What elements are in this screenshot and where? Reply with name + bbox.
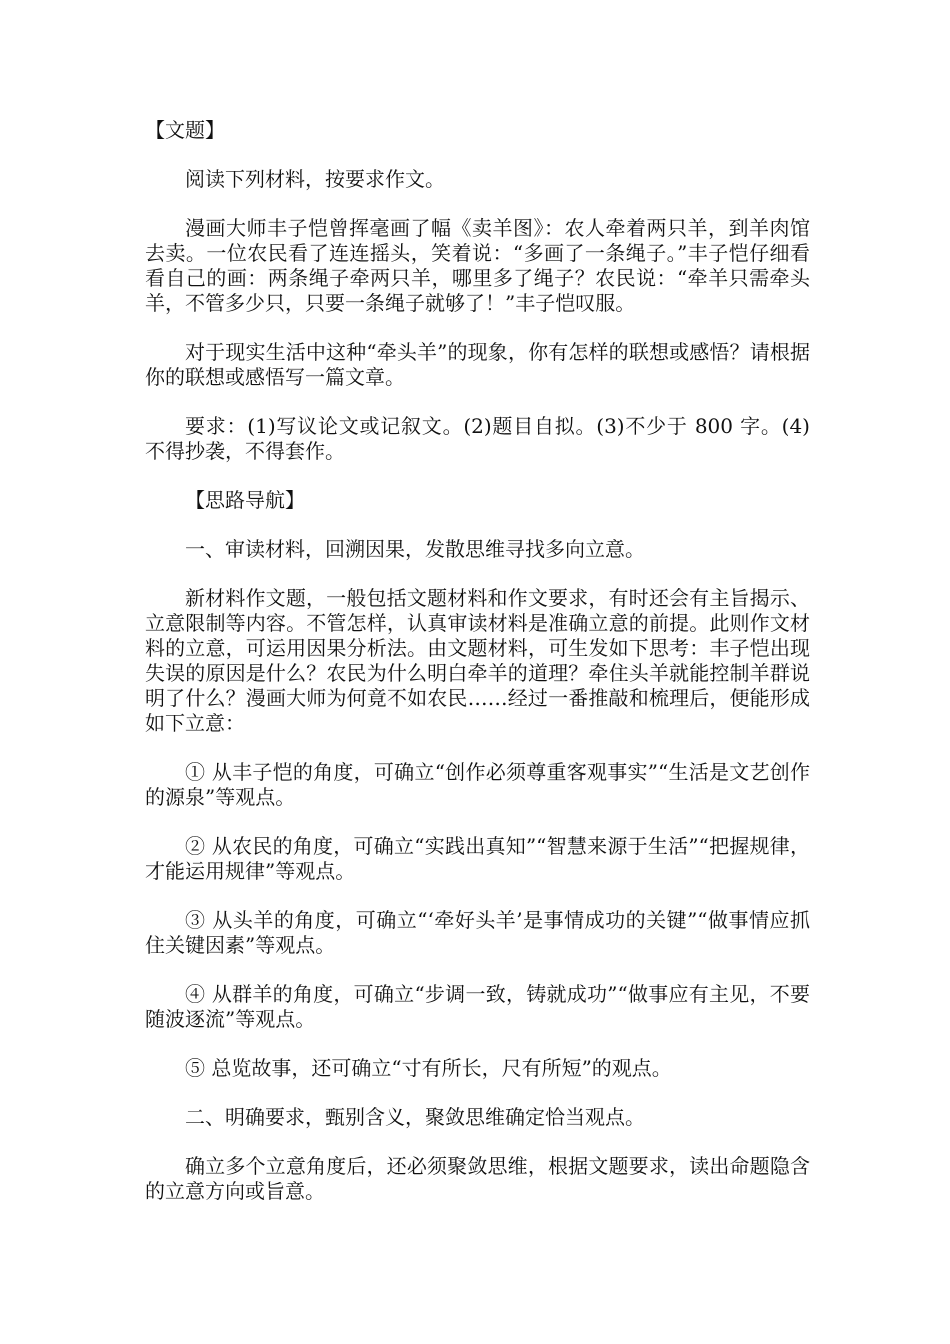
- point-item: ② 从农民的角度，可确立“实践出真知”“智慧来源于生活”“把握规律，才能运用规律”等观点。: [145, 834, 810, 883]
- step2-title: 二、明确要求，甄别含义，聚敛思维确定恰当观点。: [185, 1105, 645, 1129]
- material-paragraph: 漫画大师丰子恺曾挥毫画了幅《卖羊图》：农人牵着两只羊，到羊肉馆去卖。一位农民看了连连摇头，笑着说：“多画了一条绳子。”丰子恺仔细看看自己的画：两条绳子牵两只羊，哪里多了绳子？农民说：“牵羊只需牵头羊，不管多少只，只要一条绳子就够了！”丰子恺叹服。: [145, 216, 810, 315]
- step2-body: 确立多个立意角度后，还必须聚敛思维，根据文题要求，读出命题隐含的立意方向或旨意。: [145, 1154, 810, 1203]
- step1-body: 新材料作文题，一般包括文题材料和作文要求，有时还会有主旨揭示、立意限制等内容。不管怎样，认真审读材料是准确立意的前提。此则作文材料的立意，可运用因果分析法。由文题材料，可生发如下思考：丰子恺出现失误的原因是什么？农民为什么明白牵羊的道理？牵住头羊就能控制羊群说明了什么？漫画大师为何竟不如农民……经过一番推敲和梳理后，便能形成如下立意：: [145, 586, 810, 735]
- instruction-paragraph: 阅读下列材料，按要求作文。: [185, 167, 445, 191]
- question-paragraph: 对于现实生活中这种“牵头羊”的现象，你有怎样的联想或感悟？请根据你的联想或感悟写一篇文章。: [145, 340, 810, 389]
- document-page: [145, 118, 810, 1228]
- step1-title: 一、审读材料，回溯因果，发散思维寻找多向立意。: [185, 537, 645, 561]
- requirements-paragraph: 要求：(1)写议论文或记叙文。(2)题目自拟。(3)不少于 800 字。(4) 不得抄袭，不得套作。: [145, 414, 810, 463]
- section-title: 【文题】: [145, 118, 225, 142]
- guide-title: 【思路导航】: [185, 488, 305, 512]
- point-item: ① 从丰子恺的角度，可确立“创作必须尊重客观事实”“生活是文艺创作的源泉”等观点。: [145, 760, 810, 809]
- point-item: ④ 从群羊的角度，可确立“步调一致，铸就成功”“做事应有主见，不要随波逐流”等观点。: [145, 982, 810, 1031]
- point-item: ③ 从头羊的角度，可确立“‘牵好头羊’是事情成功的关键”“做事情应抓住关键因素”等观点。: [145, 908, 810, 957]
- point-item: ⑤ 总览故事，还可确立“寸有所长，尺有所短”的观点。: [185, 1056, 672, 1080]
